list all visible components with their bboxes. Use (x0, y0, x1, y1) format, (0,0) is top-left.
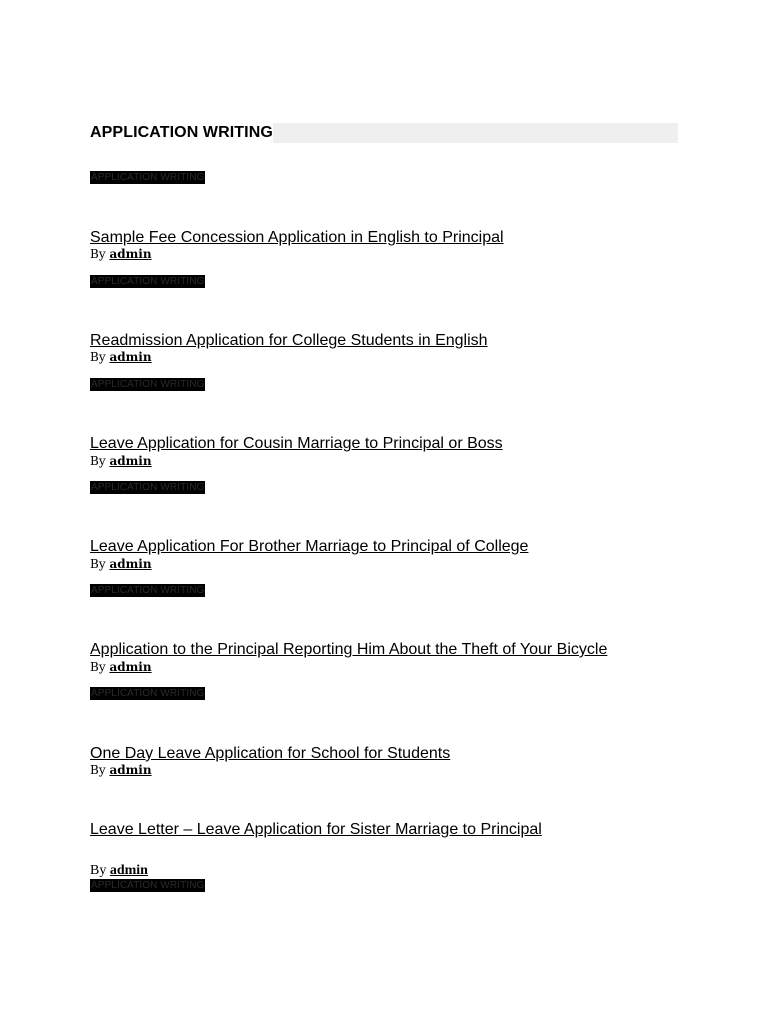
by-prefix: By (90, 454, 106, 468)
post-byline (90, 350, 152, 365)
post-title-link[interactable]: Sample Fee Concession Application in English to Principal (90, 229, 504, 246)
by-prefix: By (90, 863, 107, 878)
author-link[interactable]: admin (109, 763, 152, 777)
author-link[interactable]: admin (109, 557, 152, 571)
category-tag[interactable]: APPLICATION WRITING (91, 482, 205, 493)
author-link[interactable]: admin (109, 247, 152, 261)
author-link[interactable]: admin (109, 454, 152, 468)
post-title-link[interactable]: Leave Application For Brother Marriage to Principal of College (90, 538, 529, 555)
page-heading (90, 122, 678, 144)
post-title-link[interactable]: One Day Leave Application for School for Students (90, 745, 451, 762)
category-tag[interactable]: APPLICATION WRITING (91, 585, 205, 596)
category-tag[interactable]: APPLICATION WRITING (91, 688, 205, 699)
by-prefix: By (90, 350, 106, 364)
page-title: APPLICATION WRITING (90, 124, 273, 141)
post-title-link[interactable]: Leave Application for Cousin Marriage to Principal or Boss (90, 435, 503, 452)
post-title-link[interactable]: Application to the Principal Reporting Him About the Theft of Your Bicycle (90, 641, 608, 658)
category-tag[interactable]: APPLICATION WRITING (91, 880, 205, 891)
post-byline (90, 557, 152, 572)
category-tag[interactable]: APPLICATION WRITING (91, 172, 205, 183)
category-tag[interactable]: APPLICATION WRITING (91, 276, 205, 287)
by-prefix: By (90, 557, 106, 571)
post-title-link[interactable]: Leave Letter – Leave Application for Sister Marriage to Principal (90, 821, 542, 838)
post-byline (90, 247, 152, 262)
post-byline (90, 862, 148, 879)
category-tag[interactable]: APPLICATION WRITING (91, 379, 205, 390)
heading-bar (273, 123, 678, 143)
author-link[interactable]: admin (109, 350, 152, 364)
post-title-link[interactable]: Readmission Application for College Students in English (90, 332, 488, 349)
post-byline (90, 763, 152, 778)
author-link[interactable]: admin (109, 863, 148, 878)
by-prefix: By (90, 247, 106, 261)
post-byline (90, 454, 152, 469)
by-prefix: By (90, 763, 106, 777)
post-byline (90, 660, 152, 675)
by-prefix: By (90, 660, 106, 674)
author-link[interactable]: admin (109, 660, 152, 674)
